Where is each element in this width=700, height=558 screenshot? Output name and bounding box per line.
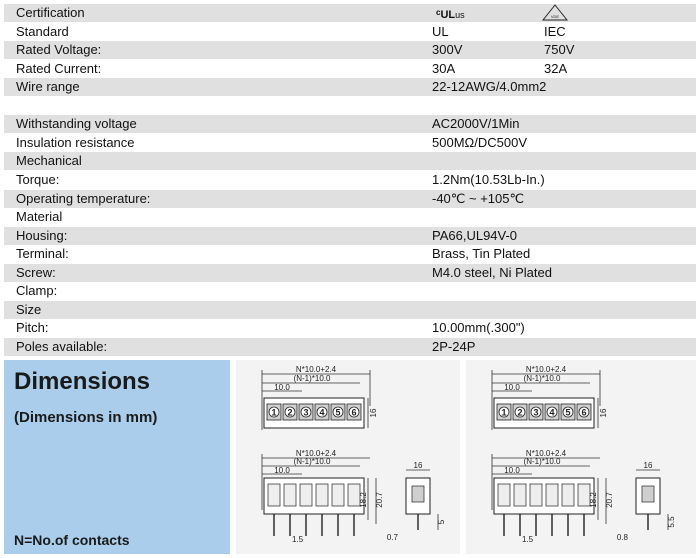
contacts-note: N=No.of contacts (14, 532, 130, 548)
dim-label: N*10.0+2.4 (525, 449, 567, 458)
dimensions-title: Dimensions (14, 368, 151, 395)
spec-row (4, 190, 696, 208)
spec-row (4, 60, 696, 78)
dim-label: 10.0 (504, 466, 520, 475)
spec-row (4, 115, 696, 133)
pole-number: 5 (565, 407, 571, 418)
spec-label: Insulation resistance (16, 134, 135, 150)
dimension-drawing-iec (466, 360, 696, 554)
spec-label: Standard (16, 23, 69, 39)
pole-front (332, 484, 344, 506)
spec-label: Operating temperature: (16, 190, 151, 206)
pole-number: 5 (335, 407, 341, 418)
dim-label: 16 (599, 408, 608, 418)
spec-label: Terminal: (16, 246, 69, 262)
pole-number: 2 (287, 407, 293, 418)
ul-certification-icon: $^c$ULus (436, 8, 465, 21)
side-clamp (412, 486, 424, 502)
spec-row (4, 319, 696, 337)
spec-label: Poles available: (16, 338, 108, 354)
dim-label: 16 (643, 461, 653, 470)
dim-label: 10.0 (274, 466, 290, 475)
dim-label: 18.2 (359, 492, 368, 508)
dim-label: 0.7 (386, 533, 398, 542)
dim-label: (N-1)*10.0 (293, 457, 331, 466)
pole-front (546, 484, 558, 506)
spec-label: Pitch: (16, 320, 49, 336)
pole-number: 3 (533, 407, 539, 418)
spec-value-ul: 10.00mm(.300") (432, 320, 525, 336)
pole-front (530, 484, 542, 506)
pole-number: 4 (549, 407, 555, 418)
spec-label: Size (16, 301, 42, 317)
spec-row (4, 152, 696, 170)
spec-value-ul: AC2000V/1Min (432, 116, 520, 132)
dimension-drawing-ul (236, 360, 460, 554)
spec-label: Wire range (16, 79, 80, 95)
dim-label: 10.0 (274, 383, 290, 392)
pole-front (268, 484, 280, 506)
spec-row (4, 171, 696, 189)
dim-label: 1.5 (292, 535, 304, 544)
spec-value-ul: 1.2Nm(10.53Lb-In.) (432, 171, 545, 187)
dim-label: 10.0 (504, 383, 520, 392)
pole-number: 6 (581, 407, 587, 418)
pole-front (498, 484, 510, 506)
svg-text:VDE: VDE (550, 14, 560, 19)
side-clamp (642, 486, 654, 502)
vde-certification-icon (542, 4, 568, 21)
pole-number: 4 (319, 407, 325, 418)
pole-front (514, 484, 526, 506)
dim-label: N*10.0+2.4 (295, 365, 337, 374)
pole-front (316, 484, 328, 506)
dim-label: 5.5 (667, 516, 676, 528)
spec-label: Certification (16, 5, 85, 20)
spec-label: Rated Current: (16, 60, 102, 76)
spec-label: Clamp: (16, 283, 58, 299)
dim-label: 5 (437, 519, 446, 525)
dimensions-subtitle: (Dimensions in mm) (14, 409, 158, 426)
spec-label: Material (16, 209, 63, 225)
pole-number: 3 (303, 407, 309, 418)
spec-row (4, 4, 696, 22)
spec-row (4, 301, 696, 319)
spec-row (4, 282, 696, 300)
spec-value-iec: IEC (544, 23, 566, 39)
spec-value-iec: 32A (544, 60, 568, 76)
dimensions-panel (4, 360, 230, 554)
spec-value-ul: 22-12AWG/4.0mm2 (432, 79, 547, 95)
dim-label: 16 (413, 461, 423, 470)
pole-number: 2 (517, 407, 523, 418)
pole-front (300, 484, 312, 506)
spec-label: Mechanical (16, 153, 82, 169)
pole-number: 6 (351, 407, 357, 418)
spec-value-iec: 750V (544, 42, 575, 58)
dim-label: 16 (369, 408, 378, 418)
spec-row (4, 23, 696, 41)
drawing-svg-2 (466, 360, 696, 554)
spec-value-ul: 300V (432, 42, 463, 58)
spec-row (4, 264, 696, 282)
spec-value-ul: Brass, Tin Plated (432, 246, 531, 262)
pole-front (284, 484, 296, 506)
pole-front (562, 484, 574, 506)
dim-label: (N-1)*10.0 (293, 374, 331, 383)
dim-label: (N-1)*10.0 (523, 457, 561, 466)
spec-row (4, 208, 696, 226)
dim-label: 1.5 (522, 535, 534, 544)
spec-row (4, 134, 696, 152)
spec-row (4, 97, 696, 115)
pole-number: 1 (501, 407, 507, 418)
dim-label: N*10.0+2.4 (525, 365, 567, 374)
dimensions-section (4, 360, 696, 558)
drawing-svg-1 (236, 360, 460, 554)
spec-value-ul: UL (432, 23, 449, 39)
dim-label: 20.7 (605, 492, 614, 508)
spec-value-ul: 2P-24P (432, 338, 476, 354)
dim-label: 20.7 (375, 492, 384, 508)
spec-label: Torque: (16, 171, 60, 187)
spec-value-ul: M4.0 steel, Ni Plated (432, 264, 552, 280)
spec-value-ul: 500MΩ/DC500V (432, 134, 527, 150)
spec-row (4, 227, 696, 245)
dim-label: 0.8 (616, 533, 628, 542)
spec-value-ul: PA66,UL94V-0 (432, 227, 518, 243)
spec-label: Screw: (16, 264, 56, 280)
spec-value-ul: -40℃ ~ +105℃ (432, 190, 525, 206)
spec-label: Withstanding voltage (16, 116, 137, 132)
pole-number: 1 (271, 407, 277, 418)
spec-row (4, 41, 696, 59)
spec-label: Housing: (16, 227, 68, 243)
spec-row (4, 338, 696, 356)
dim-label: (N-1)*10.0 (523, 374, 561, 383)
spec-row (4, 78, 696, 96)
dim-label: N*10.0+2.4 (295, 449, 337, 458)
spec-label: Rated Voltage: (16, 42, 102, 58)
dim-label: 18.2 (589, 492, 598, 508)
spec-row (4, 245, 696, 263)
spec-value-ul: 30A (432, 60, 456, 76)
